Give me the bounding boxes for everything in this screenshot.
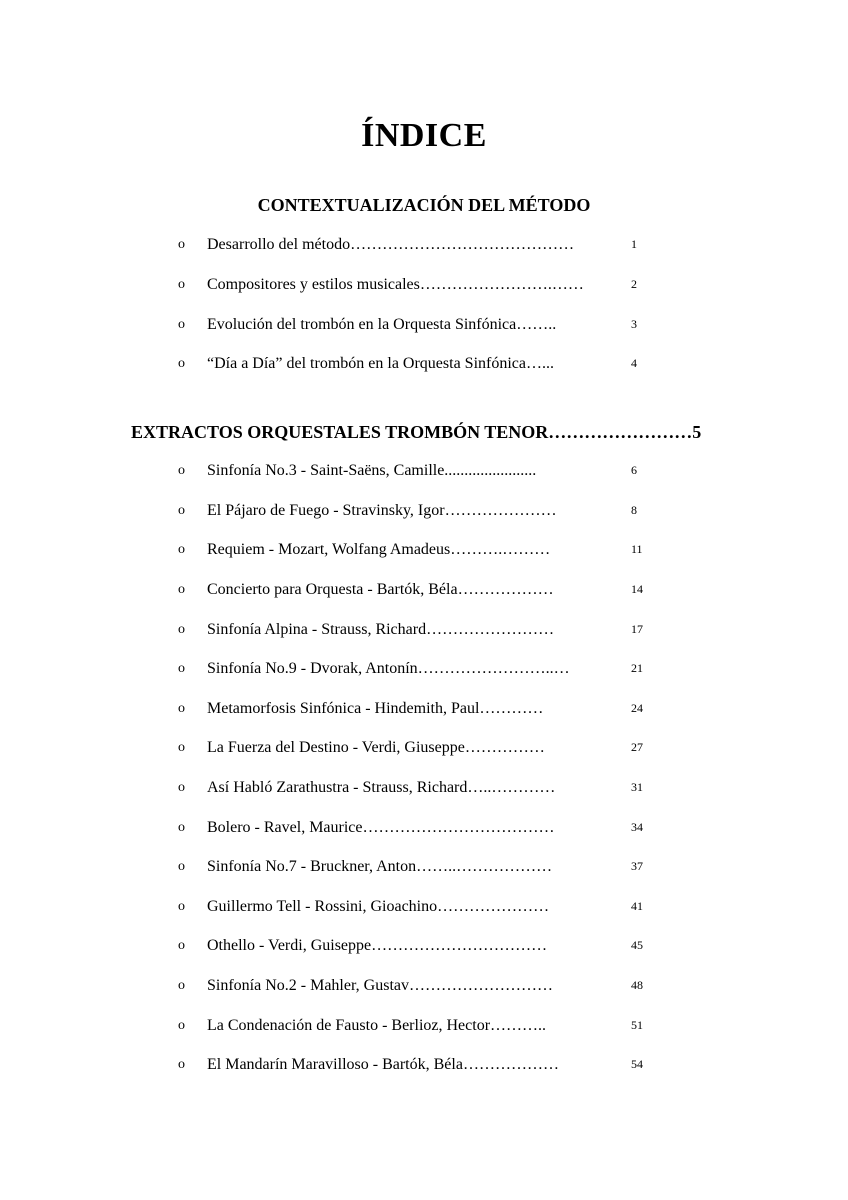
toc-entry [0,735,848,761]
bullet-marker: o [178,899,185,914]
bullet-marker: o [178,938,185,953]
bullet-marker: o [178,661,185,676]
toc-entry [0,696,848,722]
bullet-marker: o [178,740,185,755]
toc-entry [0,458,848,484]
toc-entry-text: Guillermo Tell - Rossini, Gioachino………………… [207,898,550,915]
toc-entry [0,617,848,643]
toc-entry-text: Othello - Verdi, Guiseppe…………………………… [207,937,548,954]
toc-page-number: 34 [631,820,643,834]
toc-entry-text: “Día a Día” del trombón en la Orquesta Sinfónica…... [207,355,554,372]
toc-entry [0,232,848,258]
toc-page-number: 54 [631,1057,643,1071]
toc-entry-text: Sinfonía No.2 - Mahler, Gustav……………………… [207,977,553,994]
toc-entry [0,854,848,880]
toc-entry-text: La Condenación de Fausto - Berlioz, Hector……….. [207,1017,547,1034]
toc-page-number: 45 [631,938,643,952]
bullet-marker: o [178,1018,185,1033]
toc-page-number: 1 [631,237,637,251]
toc-entry-text: El Mandarín Maravilloso - Bartók, Béla……………… [207,1056,559,1073]
bullet-marker: o [178,582,185,597]
bullet-marker: o [178,503,185,518]
toc-entry-text: Compositores y estilos musicales…………………….…… [207,276,584,293]
page-title: ÍNDICE [361,117,487,154]
toc-entry [0,312,848,338]
toc-entry [0,351,848,377]
toc-entry [0,577,848,603]
toc-entry-text: La Fuerza del Destino - Verdi, Giuseppe…………… [207,739,545,756]
toc-page-number: 6 [631,463,637,477]
toc-entry [0,775,848,801]
toc-entry-text: Sinfonía Alpina - Strauss, Richard…………………… [207,621,555,638]
toc-entry-text: El Pájaro de Fuego - Stravinsky, Igor………………… [207,502,557,519]
toc-entry-text: Requiem - Mozart, Wolfang Amadeus……….……… [207,541,551,558]
toc-entry [0,973,848,999]
toc-entry-text: Sinfonía No.7 - Bruckner, Anton……..……………… [207,858,553,875]
toc-page-number: 37 [631,859,643,873]
bullet-marker: o [178,701,185,716]
bullet-marker: o [178,463,185,478]
toc-entry-text: Metamorfosis Sinfónica - Hindemith, Paul………… [207,700,544,717]
section-heading-contextualizacion: CONTEXTUALIZACIÓN DEL MÉTODO [257,195,591,215]
toc-entry-text: Desarrollo del método…………………………………… [207,236,575,253]
toc-entry-text: Concierto para Orquesta - Bartók, Béla……………… [207,581,554,598]
toc-entry [0,933,848,959]
bullet-marker: o [178,622,185,637]
toc-page-number: 31 [631,780,643,794]
toc-page-number: 11 [631,542,643,556]
toc-page-number: 24 [631,701,643,715]
toc-entry [0,1013,848,1039]
toc-page-number: 14 [631,582,643,596]
toc-page-number: 48 [631,978,643,992]
toc-page-number: 17 [631,622,643,636]
toc-entry [0,815,848,841]
toc-entry [0,894,848,920]
section-heading-extractos: EXTRACTOS ORQUESTALES TROMBÓN TENOR……………………5 [131,422,702,442]
toc-entry [0,498,848,524]
toc-page-number: 41 [631,899,643,913]
toc-page-number: 4 [631,356,637,370]
bullet-marker: o [178,859,185,874]
bullet-marker: o [178,237,185,252]
bullet-marker: o [178,356,185,371]
bullet-marker: o [178,820,185,835]
toc-page-number: 8 [631,503,637,517]
bullet-marker: o [178,277,185,292]
toc-page-number: 21 [631,661,643,675]
bullet-marker: o [178,1057,185,1072]
toc-entry-text: Evolución del trombón en la Orquesta Sinfónica…….. [207,316,557,333]
toc-entry [0,272,848,298]
toc-entry [0,537,848,563]
toc-page-number: 3 [631,317,637,331]
toc-entry [0,1052,848,1078]
toc-entry-text: Bolero - Ravel, Maurice……………………………… [207,819,555,836]
bullet-marker: o [178,317,185,332]
toc-page-number: 51 [631,1018,643,1032]
bullet-marker: o [178,780,185,795]
bullet-marker: o [178,978,185,993]
toc-entry-text: Sinfonía No.3 - Saint-Saëns, Camille....................... [207,462,537,479]
toc-page-number: 2 [631,277,637,291]
toc-page-number: 27 [631,740,643,754]
toc-entry-text: Así Habló Zarathustra - Strauss, Richard…..………… [207,779,556,796]
toc-entry-text: Sinfonía No.9 - Dvorak, Antonín……………………..… [207,660,570,677]
bullet-marker: o [178,542,185,557]
toc-entry [0,656,848,682]
